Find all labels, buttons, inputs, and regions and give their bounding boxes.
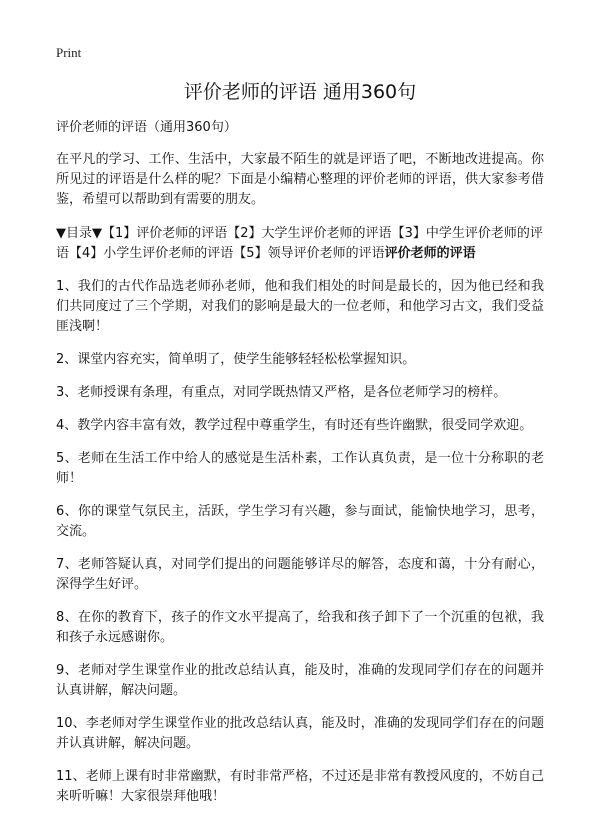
toc-link-3[interactable]: 【3】中学生评价老师的评语 <box>56 226 543 261</box>
toc-prefix: ▼目录▼ <box>56 226 102 241</box>
table-of-contents <box>56 224 544 264</box>
toc-link-1[interactable]: 【1】评价老师的评语 <box>102 226 228 241</box>
list-item: 3、老师授课有条理，有重点，对同学既热情又严格，是各位老师学习的榜样。 <box>56 385 507 400</box>
list-item: 4、教学内容丰富有效，教学过程中尊重学生，有时还有些许幽默，很受同学欢迎。 <box>56 418 533 433</box>
intro-paragraph: 在平凡的学习、工作、生活中，大家最不陌生的就是评语了吧，不断地改进提高。你所见过的评语是什么样的呢？下面是小编精心整理的评价老师的评语，供大家参考借鉴，希望可以帮助到有需要的朋友。 <box>56 152 544 207</box>
page-subtitle: 评价老师的评语（通用360句） <box>56 120 237 135</box>
toc-link-5[interactable]: 【5】领导评价老师的评语 <box>233 246 385 261</box>
list-item: 11、老师上课有时非常幽默，有时非常严格，不过还是非常有教授风度的，不妨自己来听听嘛！大家很崇拜他哦！ <box>56 769 544 804</box>
list-item: 2、课堂内容充实，简单明了，使学生能够轻轻松松掌握知识。 <box>56 352 416 367</box>
list-item: 1、我们的古代作品选老师孙老师，他和我们相处的时间是最长的，因为他已经和我们共同度过了三个学期，对我们的影响是最大的一位老师，和他学习古文，我们受益匪浅啊！ <box>56 279 544 334</box>
list-item: 5、老师在生活工作中给人的感觉是生活朴素，工作认真负责，是一位十分称职的老师！ <box>56 451 544 486</box>
list-item: 6、你的课堂气氛民主，活跃，学生学习有兴趣，参与面试，能愉快地学习，思考，交流。 <box>56 504 544 539</box>
print-link[interactable]: Print <box>56 45 82 60</box>
list-item: 7、老师答疑认真，对同学们提出的问题能够详尽的解答，态度和蔼，十分有耐心，深得学生好评。 <box>56 557 544 592</box>
toc-link-2[interactable]: 【2】大学生评价老师的评语 <box>227 226 392 241</box>
toc-link-4[interactable]: 【4】小学生评价老师的评语 <box>69 246 234 261</box>
toc-current-section: 评价老师的评语 <box>384 246 476 261</box>
list-item: 10、李老师对学生课堂作业的批改总结认真，能及时，准确的发现同学们存在的问题并认真讲解，解决问题。 <box>56 716 544 751</box>
list-item: 8、在你的教育下，孩子的作文水平提高了，给我和孩子卸下了一个沉重的包袱，我和孩子永远感谢你。 <box>56 610 544 645</box>
list-item: 9、老师对学生课堂作业的批改总结认真，能及时，准确的发现同学们存在的问题并认真讲解，解决问题。 <box>56 663 544 698</box>
page-title: 评价老师的评语 通用360句 <box>183 81 417 103</box>
